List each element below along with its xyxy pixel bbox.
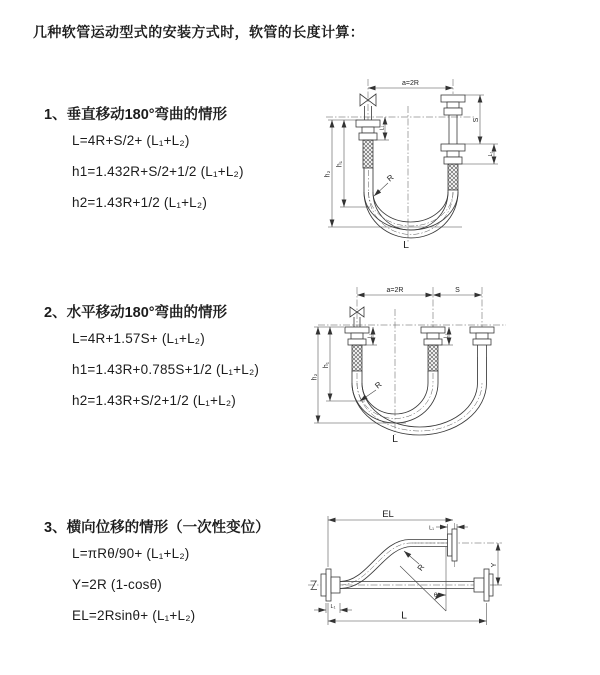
d2-left-pipe-fitting xyxy=(345,327,369,371)
d1-h1-dimension-label: h₁ xyxy=(336,160,344,168)
d1-radius-label: R xyxy=(385,172,396,184)
d3-centerlines xyxy=(308,523,502,585)
d1-length-label: L xyxy=(403,239,409,251)
d2-hose-arcs xyxy=(352,357,487,435)
diagram-horizontal-180-bend xyxy=(310,283,600,448)
formula-h2-1: h2=1.43R+1/2 (L₁+L₂) xyxy=(72,195,208,210)
section-2-heading: 2、水平移动180°弯曲的情形 xyxy=(44,305,228,321)
d3-top-right-flange xyxy=(448,529,458,561)
section-1 xyxy=(44,103,244,210)
d2-middle-pipe-fitting xyxy=(421,327,445,371)
section-2 xyxy=(44,301,260,408)
d1-h2-dimension-label: h₂ xyxy=(324,170,332,178)
d2-span-dimension-label: a=2R xyxy=(386,287,404,294)
d3-radius-label: R xyxy=(415,562,427,573)
formula-L-2: L=4R+1.57S+ (L₁+L₂) xyxy=(72,331,205,346)
d2-dimensions xyxy=(312,287,483,445)
d3-angle-label: θ xyxy=(433,592,438,599)
d3-l1-top-dimension-label: L₁ xyxy=(429,525,434,532)
d2-radius-label: R xyxy=(373,379,384,391)
d3-el-dimension-label: EL xyxy=(382,509,394,520)
section-1-heading: 1、垂直移动180°弯曲的情形 xyxy=(44,107,228,123)
d3-l1-bottom-dimension-label: L₁ xyxy=(330,604,336,610)
d3-left-flange xyxy=(321,569,340,601)
formula-h2-2: h2=1.43R+S/2+1/2 (L₁+L₂) xyxy=(72,393,236,408)
d1-span-dimension-label: a=2R xyxy=(402,80,419,87)
formula-L-3: L=πRθ/90+ (L₁+L₂) xyxy=(72,546,190,561)
braided-section xyxy=(363,140,373,168)
formula-EL-3: EL=2Rsinθ+ (L₁+L₂) xyxy=(72,608,196,623)
d3-dimensions xyxy=(314,509,502,625)
braided-section xyxy=(352,345,362,371)
formula-Y-3: Y=2R (1-cosθ) xyxy=(72,577,163,592)
d3-angle-construction xyxy=(400,547,446,611)
d1-right-pipe-fitting xyxy=(441,95,465,190)
section-3 xyxy=(44,516,270,623)
d3-length-label: L xyxy=(401,609,407,622)
diagram-lateral-displacement xyxy=(300,503,600,643)
braided-section xyxy=(448,164,458,190)
d2-h1-dimension-label: h₁ xyxy=(323,361,330,369)
d2-h2-dimension-label: h₂ xyxy=(311,373,319,381)
diagram-vertical-180-bend xyxy=(312,76,600,254)
d1-left-pipe-fitting xyxy=(356,120,380,168)
d2-length-label: L xyxy=(392,433,398,445)
d1-l1-left-dimension-label: L₁ xyxy=(379,125,386,131)
d2-s-dimension-label: S xyxy=(455,287,460,294)
formula-h1-2: h1=1.43R+0.785S+1/2 (L₁+L₂) xyxy=(72,362,260,377)
formula-h1-1: h1=1.432R+S/2+1/2 (L₁+L₂) xyxy=(72,164,244,179)
d2-right-pipe-fitting xyxy=(470,327,494,357)
page-title: 几种软管运动型式的安装方式时，软管的长度计算： xyxy=(33,24,365,40)
d1-s-dimension-label: S xyxy=(473,117,480,123)
d1-hose-arcs xyxy=(364,168,458,238)
d1-l1-right-dimension-label: L₁ xyxy=(488,151,494,157)
section-3-heading: 3、横向位移的情形（一次性变位） xyxy=(44,520,270,536)
braided-section xyxy=(428,345,438,371)
d2-l1-left-dimension-label: L₁ xyxy=(367,333,374,339)
d1-dimensions xyxy=(325,80,499,251)
formula-L-1: L=4R+S/2+ (L₁+L₂) xyxy=(72,133,190,148)
d2-l1-middle-dimension-label: L₁ xyxy=(443,333,450,339)
d3-y-dimension-label: Y xyxy=(491,562,498,568)
